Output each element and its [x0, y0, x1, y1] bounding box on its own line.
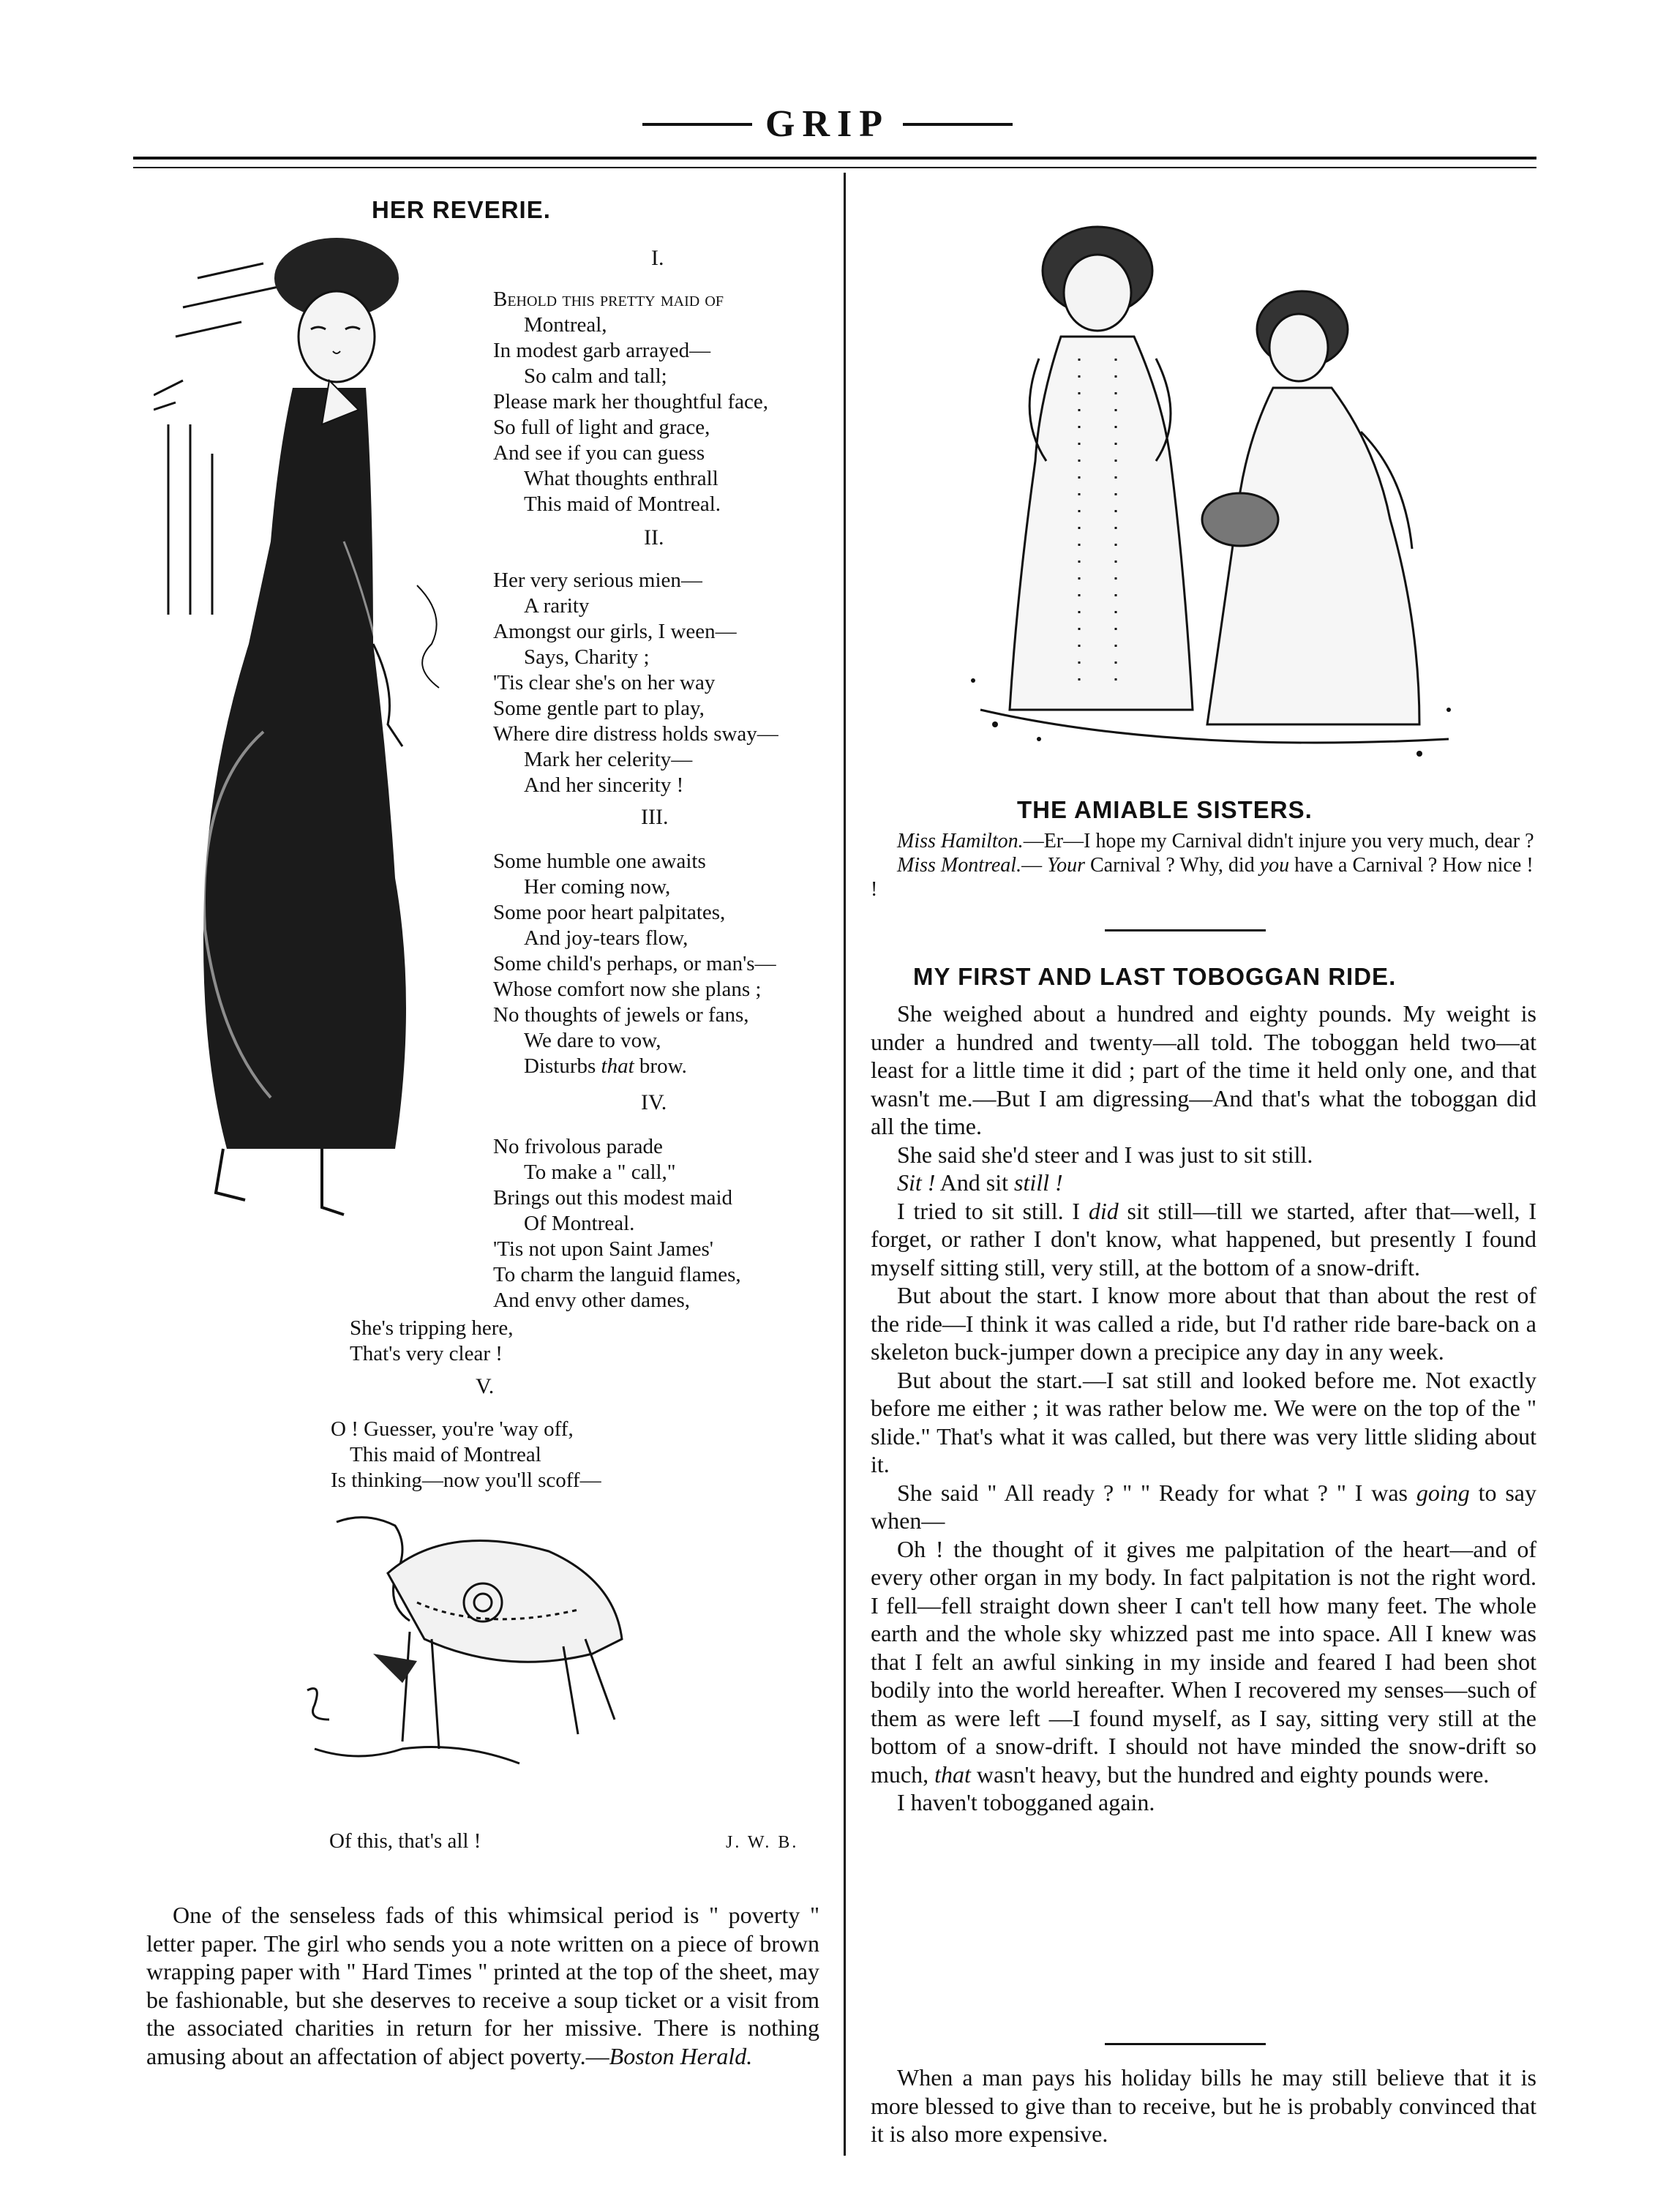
article-paragraph: I haven't tobogganed again. [897, 1789, 1155, 1815]
article-paragraph: She said " All ready ? " " Ready for what ? " I was going to say when— [871, 1479, 1537, 1534]
verse-line: And joy-tears flow, [524, 926, 688, 950]
reverie-signature: J. W. B. [726, 1833, 799, 1852]
holiday-paragraph [871, 2063, 1536, 2148]
verse-line: What thoughts enthrall [524, 467, 718, 490]
verse-line: This maid of Montreal. [524, 492, 721, 516]
verse-line: And see if you can guess [493, 441, 705, 465]
maid-of-montreal-illustration [154, 234, 490, 1273]
stanza-3 [493, 849, 776, 1079]
verse-line: No thoughts of jewels or fans, [493, 1003, 749, 1027]
sisters-dialogue [871, 829, 1536, 901]
verse-line: 'Tis clear she's on her way [493, 671, 716, 694]
toboggan-heading: MY FIRST AND LAST TOBOGGAN RIDE. [913, 963, 1397, 990]
amiable-sisters-illustration [951, 212, 1463, 776]
verse-line: This maid of Montreal [350, 1443, 541, 1466]
masthead [0, 102, 1655, 146]
header-rule-thin [133, 167, 1536, 168]
verse-line: Some poor heart palpitates, [493, 901, 726, 924]
stanza-4 [493, 1134, 741, 1313]
verse-line: Some gentle part to play, [493, 697, 705, 720]
verse-line: 'Tis not upon Saint James' [493, 1237, 714, 1261]
masthead-dash-left [642, 123, 752, 126]
verse-line: She's tripping here, [350, 1316, 514, 1340]
verse-line: Says, Charity ; [524, 645, 650, 669]
poverty-text: One of the senseless fads of this whimsical period is " poverty " letter paper. The girl who sends you a note written on a piece of brown wrapping paper with " Hard Times " printed at the top of the sheet, may be fashionable, but she deserves to receive a soup ticket or a visit from the associated charities in return for her missive. There is nothing amusing about an affectation of abject poverty.—Boston Herald. [146, 1902, 819, 2069]
stanza-2 [493, 568, 778, 798]
verse-line: Some humble one awaits [493, 850, 706, 873]
stanza-4-tail [350, 1316, 514, 1367]
stanza-2-numeral: II. [644, 525, 664, 550]
masthead-title: GRIP [765, 103, 890, 145]
reverie-closing-line: Of this, that's all ! [329, 1829, 481, 1853]
stanza-5-numeral: V. [476, 1374, 495, 1398]
verse-line: And her sincerity ! [524, 773, 684, 797]
poverty-paragraph [146, 1901, 819, 2070]
verse-line: No frivolous parade [493, 1135, 663, 1158]
verse-line: Behold this pretty maid of [493, 288, 724, 311]
stanza-4-numeral: IV. [641, 1090, 667, 1114]
dog-in-coat-illustration [300, 1507, 651, 1800]
verse-line: Whose comfort now she plans ; [493, 978, 762, 1001]
section-divider [1105, 929, 1266, 931]
verse-line: Montreal, [524, 313, 607, 337]
article-paragraph: She said she'd steer and I was just to sit still. [897, 1141, 1313, 1168]
stanza-1-numeral: I. [651, 246, 664, 270]
sisters-heading: THE AMIABLE SISTERS. [1017, 796, 1313, 823]
article-paragraph: Sit ! And sit still ! [897, 1169, 1063, 1196]
verse-line: Please mark her thoughtful face, [493, 390, 769, 413]
verse-line: So calm and tall; [524, 364, 667, 388]
masthead-dash-right [903, 123, 1013, 126]
verse-line: So full of light and grace, [493, 416, 710, 439]
header-rule-thick [133, 157, 1536, 160]
verse-line: That's very clear ! [350, 1342, 503, 1365]
verse-line: Mark her celerity— [524, 748, 693, 771]
dialogue-line-1: Miss Hamilton.—Er—I hope my Carnival didn't injure you very much, dear ? [897, 830, 1534, 852]
verse-line: And envy other dames, [493, 1289, 690, 1312]
verse-line: Some child's perhaps, or man's— [493, 952, 776, 975]
article-paragraph: Oh ! the thought of it gives me palpitation of the heart—and of every other organ in my body. In fact palpitation is not the right word. I fell—fell straight down sheer I can't tell how many feet. The whole earth and the whole sky whizzed past me into space. All I knew was that I felt an awful sinking in my inside and feared I had been shot bodily into the world hereafter. When I recovered my senses—such of them as were left —I found myself, as I say, sitting very still at the bottom of a snow-drift. I should not have minded the snow-drift so much, that wasn't heavy, but the hundred and eighty pounds were. [871, 1535, 1536, 1788]
verse-line: Disturbs that brow. [524, 1054, 687, 1078]
section-divider [1105, 2043, 1266, 2045]
verse-line: In modest garb arrayed— [493, 339, 711, 362]
stanza-3-numeral: III. [641, 805, 669, 829]
reverie-heading: HER REVERIE. [372, 196, 551, 223]
stanza-5 [331, 1417, 601, 1493]
toboggan-article [871, 1000, 1536, 1817]
article-paragraph: She weighed about a hundred and eighty pounds. My weight is under a hundred and twenty—all told. The toboggan held two—at least for a little time it did ; part of the time it held only one, and that wasn't me.—But I am digressing—And that's what the toboggan did all the time. [871, 1000, 1536, 1139]
verse-line: We dare to vow, [524, 1029, 661, 1052]
verse-line: Her coming now, [524, 875, 671, 899]
verse-line: To make a " call," [524, 1161, 676, 1184]
article-paragraph: But about the start.—I sat still and looked before me. Not exactly before me either ; it was rather below me. We were on the top of the " slide." That's what it was called, but there was very little sliding about it. [871, 1366, 1536, 1477]
holiday-text: When a man pays his holiday bills he may still believe that it is more blessed to give than to receive, but he is probably convinced that it is also more expensive. [871, 2064, 1536, 2147]
verse-line: A rarity [524, 594, 590, 618]
verse-line: Of Montreal. [524, 1212, 635, 1235]
dialogue-line-2: Miss Montreal.— Your Carnival ? Why, did you have a Carnival ? How nice ! ! [871, 854, 1534, 901]
article-paragraph: I tried to sit still. I did sit still—till we started, after that—well, I forget, or rather I don't know, what happened, but presently I found myself sitting still, very still, at the bottom of a snow-drift. [871, 1197, 1537, 1281]
verse-line: To charm the languid flames, [493, 1263, 741, 1286]
verse-line: Amongst our girls, I ween— [493, 620, 737, 643]
verse-line: Brings out this modest maid [493, 1186, 733, 1210]
verse-line: Where dire distress holds sway— [493, 722, 778, 746]
verse-line: Her very serious mien— [493, 569, 702, 592]
article-paragraph: But about the start. I know more about that than about the rest of the ride—I think it was called a ride, but I'd rather ride bare-back on a skeleton buck-jumper down a precipice any day in any week. [871, 1282, 1536, 1365]
stanza-1 [493, 287, 768, 517]
verse-line: Is thinking—now you'll scoff— [331, 1469, 601, 1492]
verse-line: O ! Guesser, you're 'way off, [331, 1417, 574, 1441]
column-divider [844, 173, 846, 2156]
